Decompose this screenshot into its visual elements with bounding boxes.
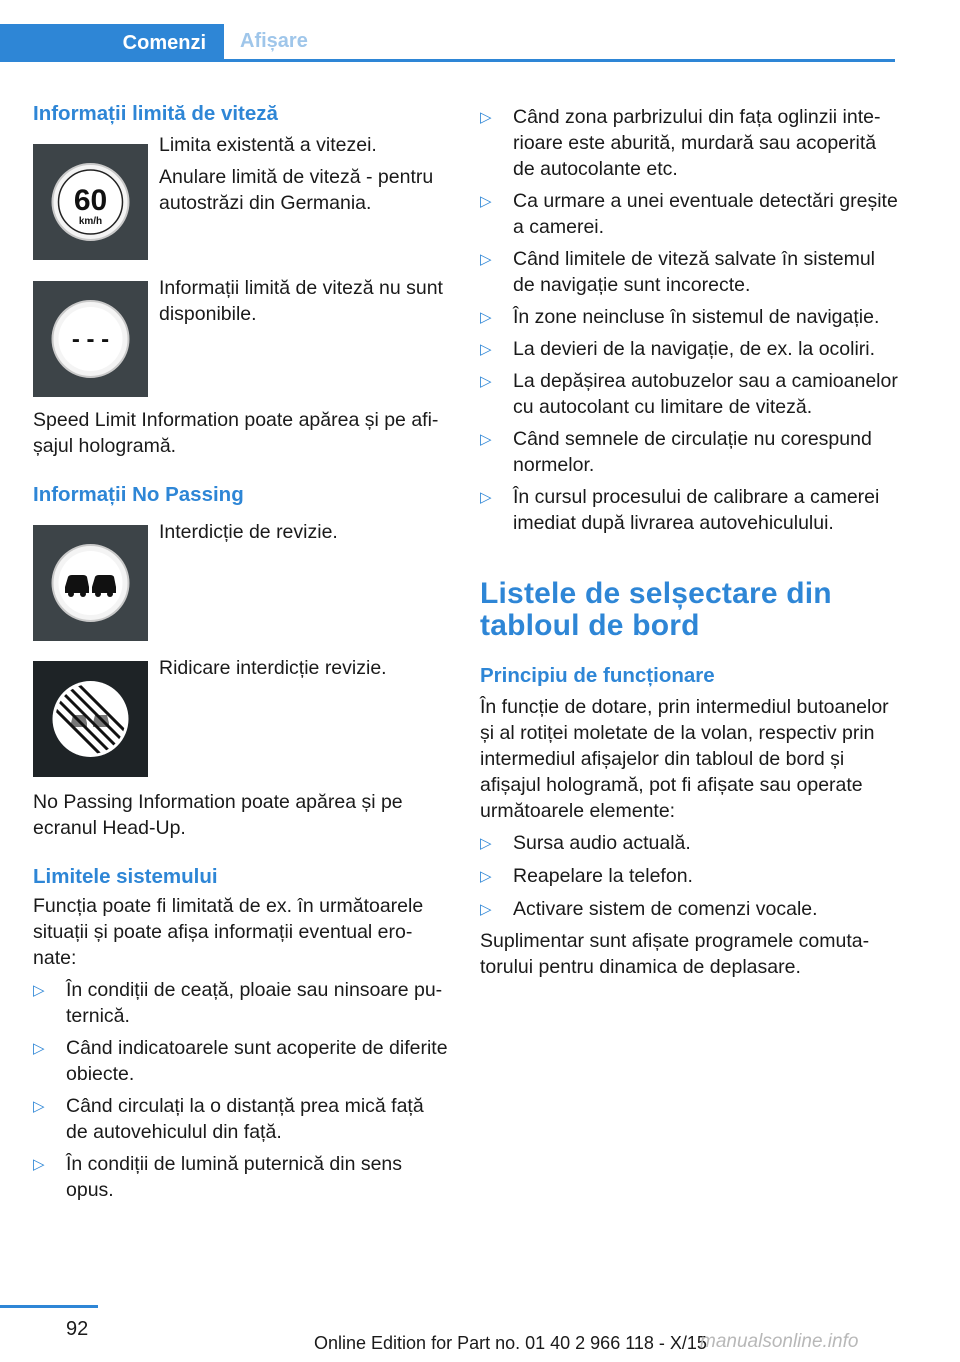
sign-row-end-no-passing [33, 657, 448, 777]
end-no-passing-sign-icon [33, 661, 148, 777]
page-number: 92 [66, 1318, 89, 1340]
left-column [33, 100, 448, 1203]
sign-nodata-glyph: - - - [71, 326, 110, 353]
header-divider [0, 59, 895, 62]
list-item-text: În condiții de ceață, ploaie sau ninsoare puternică. [66, 979, 443, 1027]
list-item-text: În cursul procesului de calibrare a camerei imediat după livrarea autovehiculului. [513, 486, 880, 534]
bullet-icon: ▷ [480, 489, 492, 506]
bullet-icon: ▷ [33, 1040, 45, 1057]
list-item-text: Când zona parbrizului din fața oglinzii interioare este aburită, murdară sau acoperită de autocolante etc. [513, 106, 881, 180]
sign-no-passing-text: Interdicție de revizie. [159, 521, 338, 543]
list-item [33, 1151, 448, 1203]
paragraph-principle: În funcție de dotare, prin intermediul butoanelor și al rotiței moletate de la volan, respectiv prin intermediul afișajelor din tabloul de bord și afișajul hologramă, pot fi afișate sau operate următoarele elemente: [480, 696, 889, 822]
bullet-icon: ▷ [480, 373, 492, 390]
elements-list [480, 830, 900, 922]
speed-limit-60-sign-icon [33, 144, 148, 260]
list-item-text: Când indicatoarele sunt acoperite de diferite obiecte. [66, 1037, 448, 1085]
paragraph-system-limits: Funcția poate fi limitată de ex. în următoarele situații și poate afișa informații eventual eronate: [33, 895, 424, 969]
list-item-text: În zone neincluse în sistemul de navigație. [513, 306, 880, 328]
list-item [480, 336, 900, 362]
heading-speed-limit: Informații limită de viteză [33, 102, 278, 125]
list-item-text: La depășirea autobuzelor sau a camioanelor cu autocolant cu limitare de viteză. [513, 370, 898, 418]
sign-nodata-text: Informații limită de viteză nu sunt disponibile. [159, 277, 443, 325]
list-item [480, 863, 900, 889]
list-item-text: Reapelare la telefon. [513, 865, 693, 887]
sign-row-no-passing [33, 521, 448, 641]
bullet-icon: ▷ [480, 901, 492, 918]
bullet-icon: ▷ [480, 341, 492, 358]
limits-list [33, 977, 448, 1203]
list-item [480, 246, 900, 298]
paragraph-additional: Suplimentar sunt afișate programele comutatorului pentru dinamica de deplasare. [480, 930, 870, 978]
list-item-text: Ca urmare a unei eventuale detectări greșite a camerei. [513, 190, 898, 238]
list-item [33, 977, 448, 1029]
list-item [33, 1035, 448, 1087]
right-column [480, 104, 900, 980]
list-item-text: La devieri de la navigație, de ex. la ocoliri. [513, 338, 876, 360]
watermark: manualsonline.info [700, 1331, 859, 1352]
bullet-icon: ▷ [480, 109, 492, 126]
heading-system-limits: Limitele sistemului [33, 865, 218, 888]
limits-list-continued [480, 104, 900, 536]
list-item-text: În condiții de lumină puternică din sens opus. [66, 1153, 403, 1201]
sign-row-60 [33, 134, 448, 260]
no-passing-sign-icon [33, 525, 148, 641]
bullet-icon: ▷ [480, 309, 492, 326]
list-item [480, 896, 900, 922]
edition-note: Online Edition for Part no. 01 40 2 966 118 - X/15 [314, 1333, 707, 1353]
list-item [480, 426, 900, 478]
list-item-text: Când circulați la o distanță prea mică față de autovehiculul din față. [66, 1095, 424, 1143]
tab-afisare[interactable]: Afișare [240, 30, 308, 52]
list-item [480, 188, 900, 240]
page-header [0, 0, 895, 62]
speed-limit-unavailable-sign-icon [33, 281, 148, 397]
list-item [480, 304, 900, 330]
sign-row-nodata [33, 277, 448, 397]
footer-divider [0, 1305, 98, 1308]
sign-end-no-passing-text: Ridicare interdicție revizie. [159, 657, 387, 679]
list-item [480, 484, 900, 536]
list-item-text: Când semnele de circulație nu corespund normelor. [513, 428, 872, 476]
bullet-icon: ▷ [480, 431, 492, 448]
bullet-icon: ▷ [480, 251, 492, 268]
list-item [33, 1093, 448, 1145]
bullet-icon: ▷ [33, 982, 45, 999]
list-item [480, 830, 900, 856]
paragraph-no-passing-headup: No Passing Information poate apărea și pe ecranul Head-Up. [33, 791, 403, 839]
bullet-icon: ▷ [33, 1098, 45, 1115]
heading-principle: Principiu de funcționare [480, 664, 715, 687]
bullet-icon: ▷ [480, 835, 492, 852]
list-item-text: Sursa audio actuală. [513, 832, 691, 854]
tab-comenzi[interactable]: Comenzi [0, 24, 224, 62]
bullet-icon: ▷ [480, 193, 492, 210]
sign-60-unit: km/h [78, 216, 103, 227]
list-item-text: Activare sistem de comenzi vocale. [513, 898, 818, 920]
list-item [480, 368, 900, 420]
heading-no-passing: Informații No Passing [33, 483, 244, 506]
list-item [480, 104, 900, 182]
list-item-text: Când limitele de viteză salvate în sistemul de navigație sunt incorecte. [513, 248, 875, 296]
paragraph-speed-limit-hologram: Speed Limit Information poate apărea și pe afișajul hologramă. [33, 409, 439, 457]
sign-60-text1: Limita existentă a vitezei. [159, 134, 377, 156]
sign-60-text2: Anulare limită de viteză - pentru autostrăzi din Germania. [159, 166, 434, 214]
heading-selection-lists: Listele de selșectare din tabloul de bord [480, 577, 832, 642]
sign-60-number: 60 [73, 184, 108, 217]
bullet-icon: ▷ [480, 868, 492, 885]
bullet-icon: ▷ [33, 1156, 45, 1173]
